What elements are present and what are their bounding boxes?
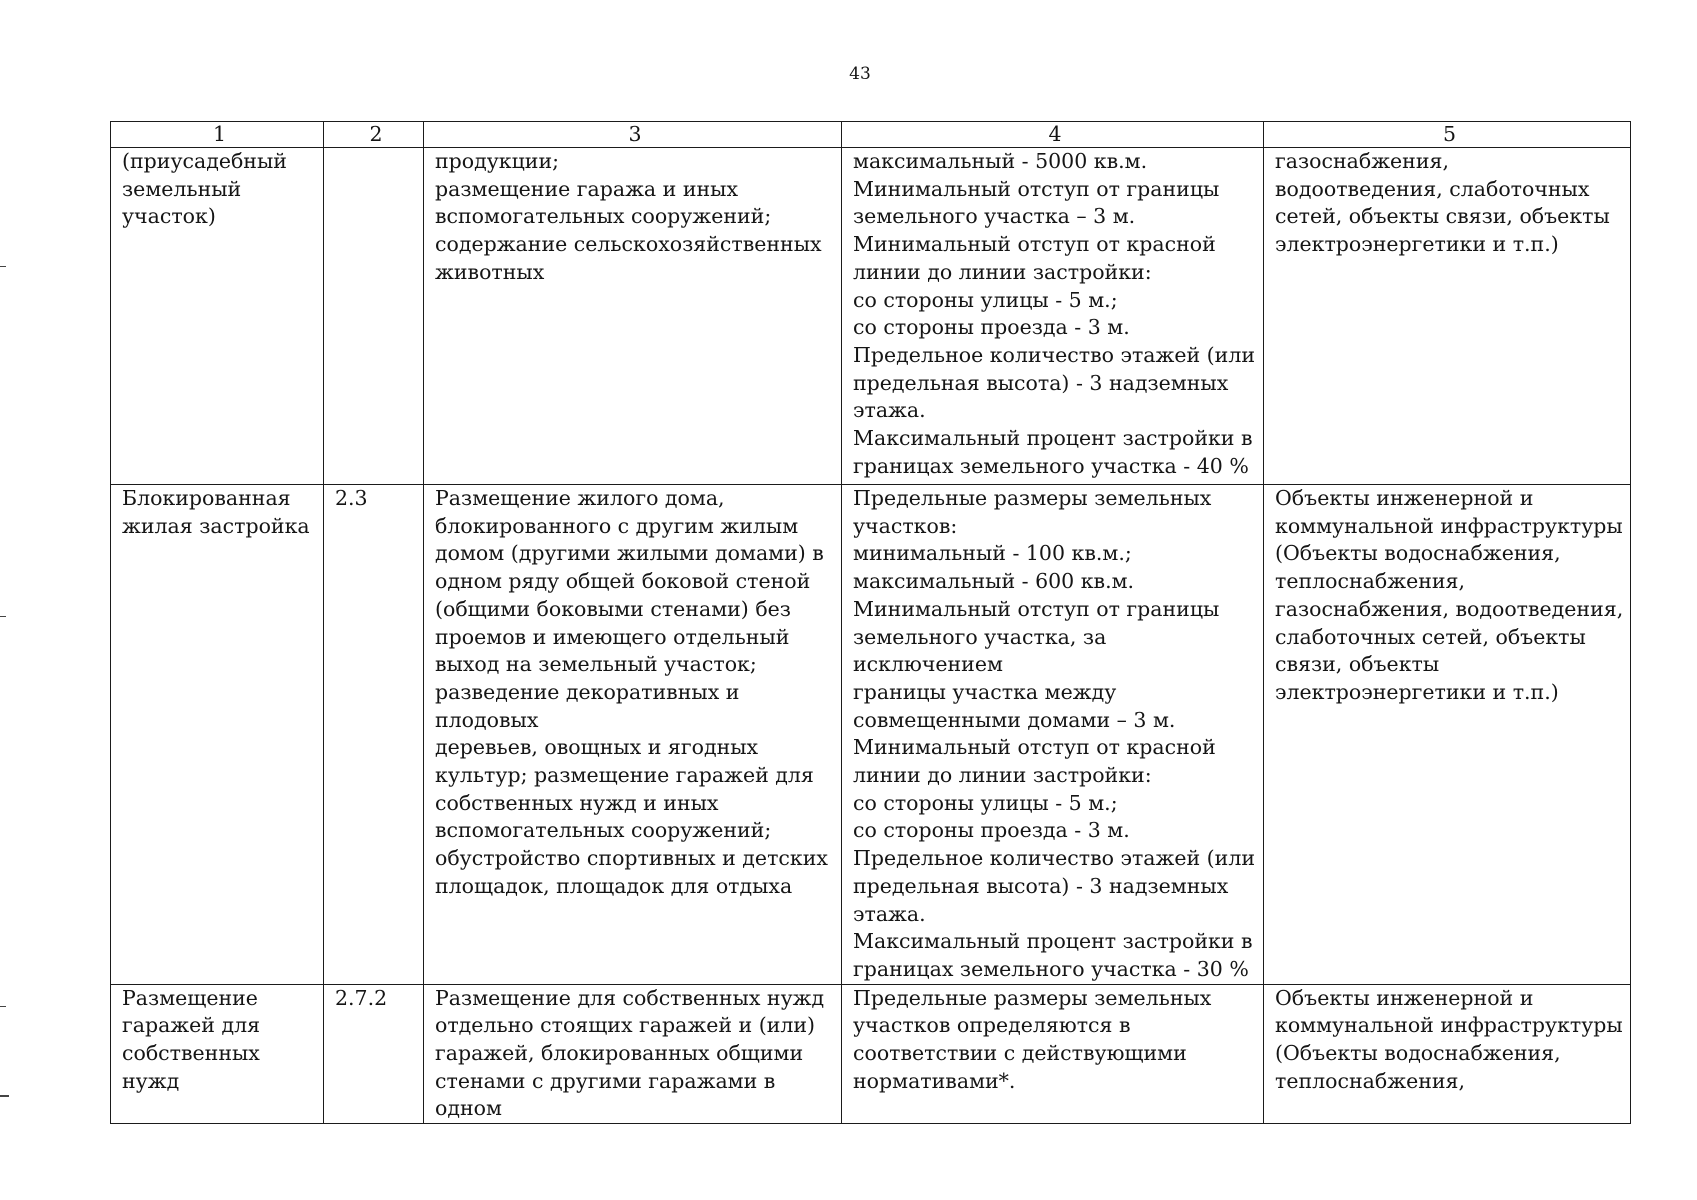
description-cell: Размещение жилого дома, блокированного с другим жилым домом (другими жилыми домами) в одном ряду общей боковой стеной (общими боковыми стенами) без проемов и имеющего отдельный выход на земельный участок; разведение декоративных и плодовых деревьев, овощных и ягодных культур; размещение гаражей для собственных нужд и иных вспомогательных сооружений; обустройство спортивных и детских площадок, площадок для отдыха — [424, 485, 842, 985]
description-cell: Размещение для собственных нужд отдельно стоящих гаражей и (или) гаражей, блокированных общими стенами с другими гаражами в одном — [424, 984, 842, 1124]
zoning-table — [110, 121, 1631, 1124]
table-header-row — [111, 122, 1631, 148]
parameters-cell: Предельные размеры земельных участков определяются в соответствии с действующими нормативами*. — [842, 984, 1264, 1124]
parameters-cell: максимальный - 5000 кв.м. Минимальный отступ от границы земельного участка – 3 м. Минимальный отступ от красной линии до линии застройки: со стороны улицы - 5 м.; со стороны проезда - 3 м. Предельное количество этажей (или предельная высота) - 3 надземных этажа. Максимальный процент застройки в границах земельного участка - 40 % — [842, 148, 1264, 485]
header-col-3: 3 — [424, 122, 842, 148]
use-type-cell: Блокированная жилая застройка — [111, 485, 324, 985]
code-cell: 2.7.2 — [324, 984, 424, 1124]
table-row — [111, 984, 1631, 1124]
use-type-cell: Размещение гаражей для собственных нужд — [111, 984, 324, 1124]
auxiliary-objects-cell: Объекты инженерной и коммунальной инфраструктуры (Объекты водоснабжения, теплоснабжения, газоснабжения, водоотведения, слаботочных сетей, объекты связи, объекты электроэнергетики и т.п.) — [1264, 485, 1631, 985]
header-col-2: 2 — [324, 122, 424, 148]
description-cell: продукции; размещение гаража и иных вспомогательных сооружений; содержание сельскохозяйственных животных — [424, 148, 842, 485]
table-row — [111, 148, 1631, 485]
parameters-cell: Предельные размеры земельных участков: минимальный - 100 кв.м.; максимальный - 600 кв.м. Минимальный отступ от границы земельного участка, за исключением границы участка между совмещенными домами – 3 м. Минимальный отступ от красной линии до линии застройки: со стороны улицы - 5 м.; со стороны проезда - 3 м. Предельное количество этажей (или предельная высота) - 3 надземных этажа. Максимальный процент застройки в границах земельного участка - 30 % — [842, 485, 1264, 985]
header-col-5: 5 — [1264, 122, 1631, 148]
table-row — [111, 485, 1631, 985]
use-type-cell: (приусадебный земельный участок) — [111, 148, 324, 485]
scan-margin-mark — [0, 1095, 9, 1097]
header-col-1: 1 — [111, 122, 324, 148]
scan-margin-mark — [0, 616, 6, 617]
scan-margin-mark — [0, 266, 6, 267]
code-cell — [324, 148, 424, 485]
auxiliary-objects-cell: Объекты инженерной и коммунальной инфраструктуры (Объекты водоснабжения, теплоснабжения, — [1264, 984, 1631, 1124]
auxiliary-objects-cell: газоснабжения, водоотведения, слаботочных сетей, объекты связи, объекты электроэнергетики и т.п.) — [1264, 148, 1631, 485]
scan-margin-mark — [0, 1006, 6, 1007]
code-cell: 2.3 — [324, 485, 424, 985]
page-number: 43 — [849, 64, 871, 84]
header-col-4: 4 — [842, 122, 1264, 148]
